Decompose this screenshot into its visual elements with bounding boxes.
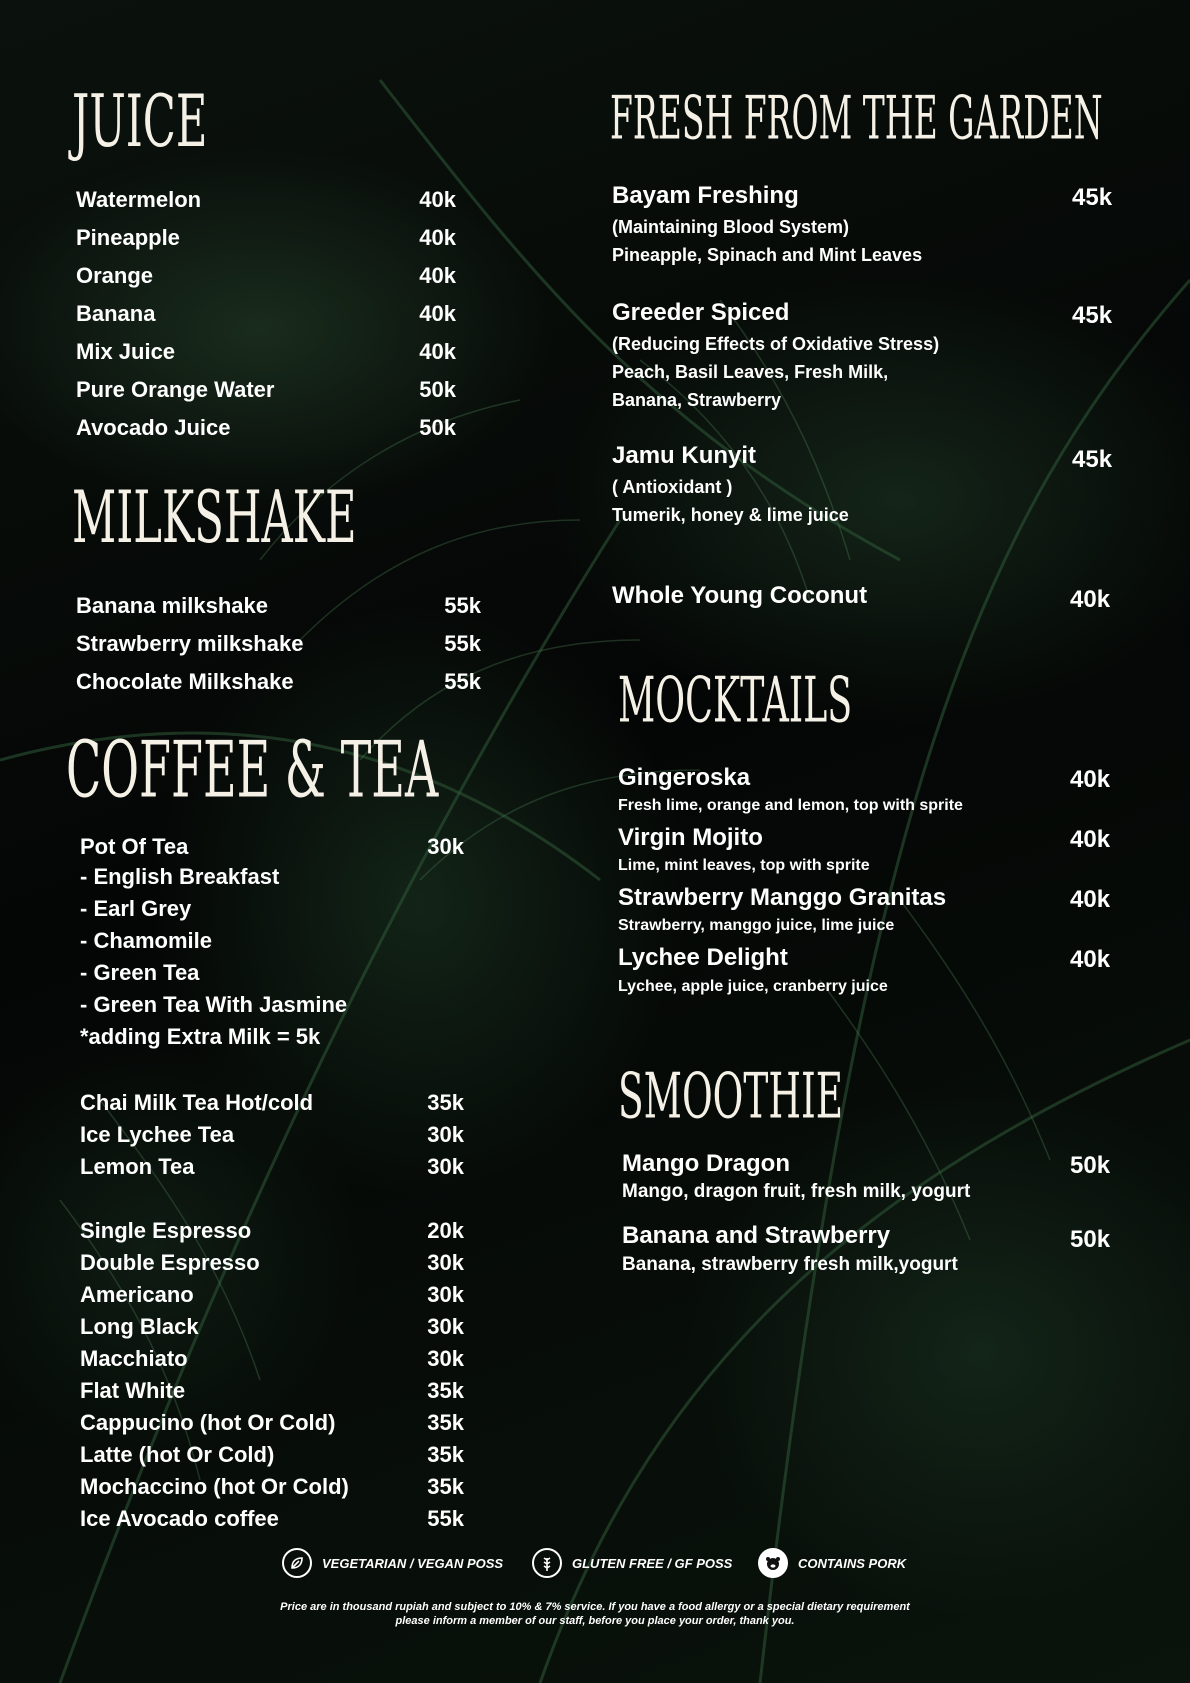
legend-label: CONTAINS PORK — [798, 1555, 907, 1571]
item-price: 35k — [427, 1474, 464, 1499]
legend-label: VEGETARIAN / VEGAN POSS — [322, 1555, 504, 1571]
item-name: Gingeroska — [618, 764, 751, 791]
legend-pork — [758, 1548, 906, 1578]
juice-item — [76, 415, 456, 441]
item-name: Greeder Spiced — [612, 299, 790, 326]
item-name: Mix Juice — [76, 339, 176, 364]
milkshake-item — [76, 593, 481, 619]
item-name: Cappucino (hot Or Cold) — [80, 1410, 336, 1435]
item-name: Lychee Delight — [618, 944, 788, 971]
item-price: 45k — [1072, 446, 1113, 473]
legend-label: GLUTEN FREE / GF POSS — [572, 1555, 733, 1571]
item-price: 40k — [419, 339, 456, 364]
tea-item — [80, 1122, 464, 1148]
item-description: Banana, strawberry fresh milk,yogurt — [622, 1254, 958, 1275]
milkshake-item — [76, 631, 481, 657]
item-description: Strawberry, manggo juice, lime juice — [618, 917, 895, 934]
item-price: 30k — [427, 834, 464, 859]
item-name: Avocado Juice — [76, 415, 231, 440]
item-name: Americano — [80, 1282, 194, 1307]
juice-item — [76, 377, 456, 403]
item-name: Mochaccino (hot Or Cold) — [80, 1474, 349, 1499]
item-price: 35k — [427, 1442, 464, 1467]
item-price: 40k — [1070, 826, 1111, 853]
item-name: Ice Lychee Tea — [80, 1122, 235, 1147]
coffee-item — [80, 1410, 464, 1436]
juice-item — [76, 301, 456, 327]
item-description: Fresh lime, orange and lemon, top with sprite — [618, 797, 963, 814]
legend-vegetarian — [282, 1548, 503, 1578]
item-name: Latte (hot Or Cold) — [80, 1442, 275, 1467]
footer-note — [0, 1600, 1190, 1628]
item-name: Orange — [76, 263, 154, 288]
footer-line: Price are in thousand rupiah and subject to 10% & 7% service. If you have a food allergy or a special dietary requirement — [280, 1601, 910, 1613]
item-name: Banana and Strawberry — [622, 1222, 891, 1249]
coffee-item — [80, 1218, 464, 1244]
tea-option: - English Breakfast — [80, 864, 280, 889]
item-name: Watermelon — [76, 187, 202, 212]
garden-heading: FRESH FROM THE GARDEN — [610, 83, 1103, 153]
item-name: Banana — [76, 301, 156, 326]
coffee-item — [80, 1506, 464, 1532]
item-price: 50k — [419, 377, 456, 402]
item-price: 35k — [427, 1090, 464, 1115]
pot-of-tea-row — [80, 834, 464, 860]
tea-option: - Green Tea With Jasmine — [80, 992, 348, 1017]
item-price: 40k — [419, 225, 456, 250]
item-price: 30k — [427, 1154, 464, 1179]
tea-option: - Green Tea — [80, 960, 200, 985]
item-name: Macchiato — [80, 1346, 188, 1371]
item-price: 35k — [427, 1378, 464, 1403]
item-name: Chai Milk Tea Hot/cold — [80, 1090, 314, 1115]
item-price: 40k — [1070, 586, 1111, 613]
tea-option: - Earl Grey — [80, 896, 192, 921]
item-description: (Maintaining Blood System) — [612, 217, 850, 237]
tea-item — [80, 1154, 464, 1180]
item-description: (Reducing Effects of Oxidative Stress) — [612, 334, 940, 354]
item-name: Long Black — [80, 1314, 199, 1339]
item-price: 45k — [1072, 302, 1113, 329]
item-price: 35k — [427, 1410, 464, 1435]
item-name: Lemon Tea — [80, 1154, 195, 1179]
coffee-item — [80, 1378, 464, 1404]
item-price: 40k — [1070, 766, 1111, 793]
item-price: 50k — [1070, 1226, 1111, 1253]
item-name: Bayam Freshing — [612, 182, 799, 209]
item-name: Strawberry Manggo Granitas — [618, 884, 947, 911]
item-price: 30k — [427, 1346, 464, 1371]
item-description: Mango, dragon fruit, fresh milk, yogurt — [622, 1181, 971, 1202]
footer-line: please inform a member of our staff, before you place your order, thank you. — [395, 1615, 795, 1627]
item-price: 40k — [1070, 886, 1111, 913]
item-description: Lime, mint leaves, top with sprite — [618, 857, 870, 874]
juice-heading: JUICE — [72, 80, 208, 164]
item-price: 55k — [427, 1506, 464, 1531]
coffee-item — [80, 1474, 464, 1500]
milkshake-item — [76, 669, 481, 695]
tea-option: - Chamomile — [80, 928, 213, 953]
item-name: Jamu Kunyit — [612, 442, 757, 469]
item-name: Strawberry milkshake — [76, 631, 304, 656]
coffee-item — [80, 1282, 464, 1308]
coffee-tea-heading: COFFEE & TEA — [66, 725, 439, 817]
item-price: 40k — [419, 187, 456, 212]
item-description: Peach, Basil Leaves, Fresh Milk, — [612, 362, 889, 382]
item-price: 50k — [419, 415, 456, 440]
item-name: Pure Orange Water — [76, 377, 275, 402]
wheat-icon — [532, 1548, 562, 1578]
mocktails-heading: MOCKTAILS — [618, 665, 853, 738]
item-name: Virgin Mojito — [618, 824, 763, 851]
item-name: Mango Dragon — [622, 1150, 790, 1177]
item-price: 45k — [1072, 184, 1113, 211]
item-name: Ice Avocado coffee — [80, 1506, 279, 1531]
juice-item — [76, 263, 456, 289]
juice-item — [76, 225, 456, 251]
item-price: 30k — [427, 1314, 464, 1339]
item-price: 55k — [444, 669, 481, 694]
item-price: 55k — [444, 593, 481, 618]
item-name: Pot Of Tea — [80, 834, 189, 859]
item-description: Lychee, apple juice, cranberry juice — [618, 978, 888, 995]
item-price: 55k — [444, 631, 481, 656]
item-price: 30k — [427, 1282, 464, 1307]
coffee-item — [80, 1442, 464, 1468]
item-price: 30k — [427, 1250, 464, 1275]
item-price: 50k — [1070, 1152, 1111, 1179]
milkshake-heading: MILKSHAKE — [72, 476, 357, 560]
item-description: ( Antioxidant ) — [612, 477, 733, 497]
pig-icon — [758, 1548, 788, 1578]
item-name: Pineapple — [76, 225, 180, 250]
coffee-item — [80, 1314, 464, 1340]
item-description: Tumerik, honey & lime juice — [612, 505, 849, 525]
item-name: Double Espresso — [80, 1250, 260, 1275]
leaf-icon — [282, 1548, 312, 1578]
item-price: 40k — [1070, 946, 1111, 973]
juice-item — [76, 339, 456, 365]
smoothie-heading: SMOOTHIE — [618, 1061, 844, 1134]
tea-item — [80, 1090, 464, 1116]
item-description: Pineapple, Spinach and Mint Leaves — [612, 245, 923, 265]
legend-gluten-free — [532, 1548, 732, 1578]
item-price: 20k — [427, 1218, 464, 1243]
coffee-item — [80, 1250, 464, 1276]
extra-milk-note: *adding Extra Milk = 5k — [80, 1024, 321, 1049]
coffee-item — [80, 1346, 464, 1372]
item-price: 40k — [419, 301, 456, 326]
item-name: Flat White — [80, 1378, 186, 1403]
item-description: Banana, Strawberry — [612, 390, 782, 410]
item-name: Banana milkshake — [76, 593, 268, 618]
juice-item — [76, 187, 456, 213]
item-name: Whole Young Coconut — [612, 582, 868, 609]
item-price: 30k — [427, 1122, 464, 1147]
item-price: 40k — [419, 263, 456, 288]
item-name: Single Espresso — [80, 1218, 252, 1243]
item-name: Chocolate Milkshake — [76, 669, 294, 694]
